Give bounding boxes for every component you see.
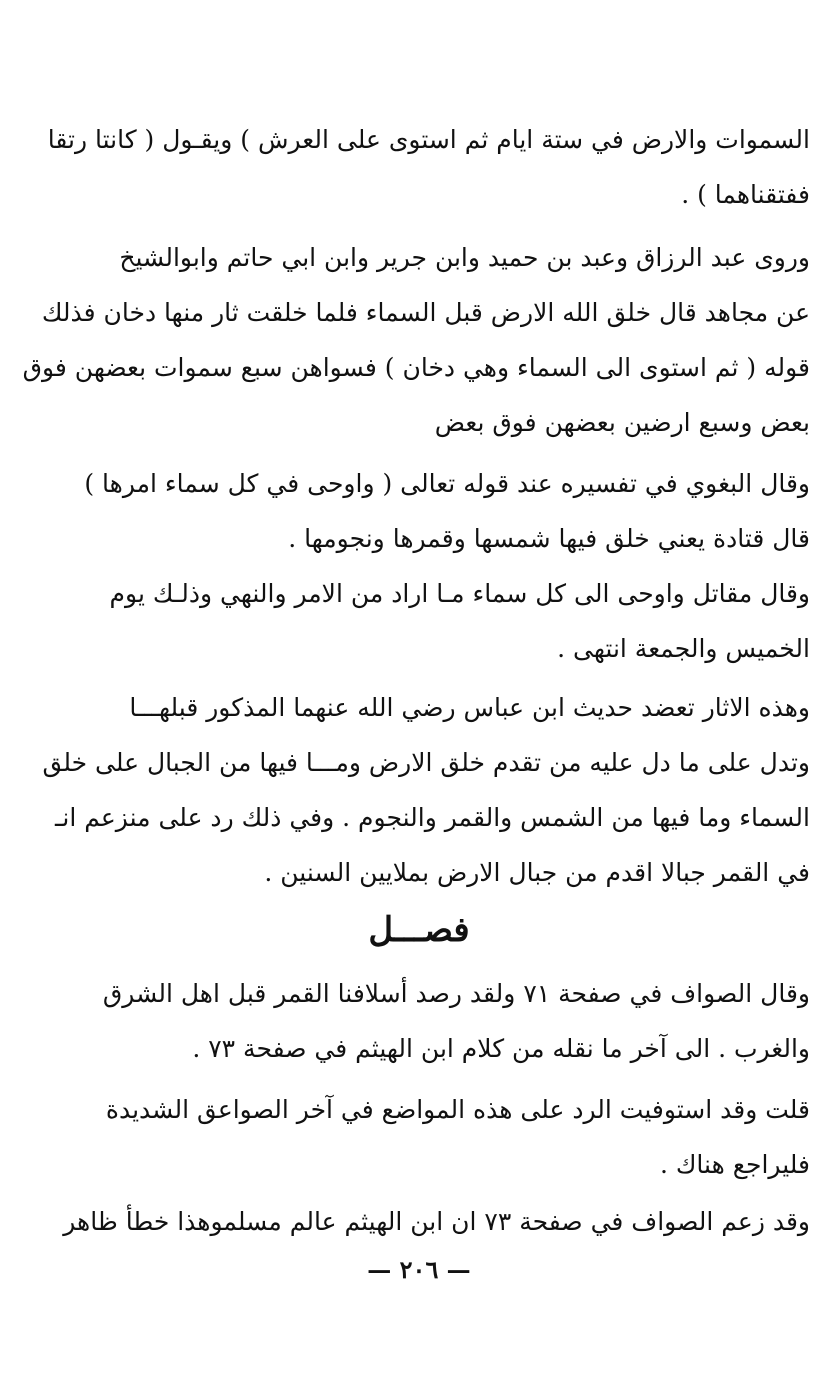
text-line: ففتقناهما ) . (681, 180, 810, 209)
text-line: فليراجع هناك . (659, 1150, 810, 1179)
paragraph (20, 566, 810, 676)
text-line: قال قتادة يعني خلق فيها شمسها وقمرها ونجومها . (288, 524, 810, 553)
text-line: الخميس والجمعة انتهى . (557, 634, 810, 663)
paragraph (20, 112, 810, 222)
text-line: بعض وسبع ارضين بعضهن فوق بعض (434, 408, 810, 437)
paragraph (20, 1194, 810, 1249)
text-line: عن مجاهد قال خلق الله الارض قبل السماء فلما خلقت ثار منها دخان فذلك (41, 298, 810, 327)
section-heading: فصـــل (368, 910, 470, 950)
text-line: قلت وقد استوفيت الرد على هذه المواضع في آخر الصواعق الشديدة (105, 1095, 810, 1124)
text-line: وقد زعم الصواف في صفحة ٧٣ ان ابن الهيثم عالم مسلموهذا خطأ ظاهر (63, 1207, 810, 1236)
paragraph (20, 966, 810, 1076)
text-line: والغرب . الى آخر ما نقله من كلام ابن الهيثم في صفحة ٧٣ . (192, 1034, 810, 1063)
paragraph (20, 456, 810, 566)
text-line: وقال البغوي في تفسيره عند قوله تعالى ( واوحى في كل سماء امرها ) (84, 469, 810, 498)
text-line: وتدل على ما دل عليه من تقدم خلق الارض ومـــا فيها من الجبال على خلق (42, 748, 810, 777)
text-line: وهذه الاثار تعضد حديث ابن عباس رضي الله عنهما المذكور قبلهـــا (129, 693, 810, 722)
page-number: — ٢٠٦ — (367, 1255, 471, 1284)
text-line: وقال مقاتل واوحى الى كل سماء مـا اراد من الامر والنهي وذلـك يوم (109, 579, 810, 608)
paragraph (20, 1082, 810, 1192)
paragraph (20, 230, 810, 450)
text-line: قوله ( ثم استوى الى السماء وهي دخان ) فسواهن سبع سموات بعضهن فوق (22, 353, 810, 382)
text-line: وروى عبد الرزاق وعبد بن حميد وابن جرير وابن ابي حاتم وابوالشيخ (119, 243, 810, 272)
text-line: السماء وما فيها من الشمس والقمر والنجوم . وفي ذلك رد على منزعم انـ (55, 803, 810, 832)
paragraph (20, 680, 810, 900)
text-line: في القمر جبالا اقدم من جبال الارض بملايين السنين . (264, 858, 810, 887)
text-line: وقال الصواف في صفحة ٧١ ولقد رصد أسلافنا القمر قبل اهل الشرق (102, 979, 810, 1008)
text-line: السموات والارض في ستة ايام ثم استوى على العرش ) ويقـول ( كانتا رتقا (47, 125, 810, 154)
